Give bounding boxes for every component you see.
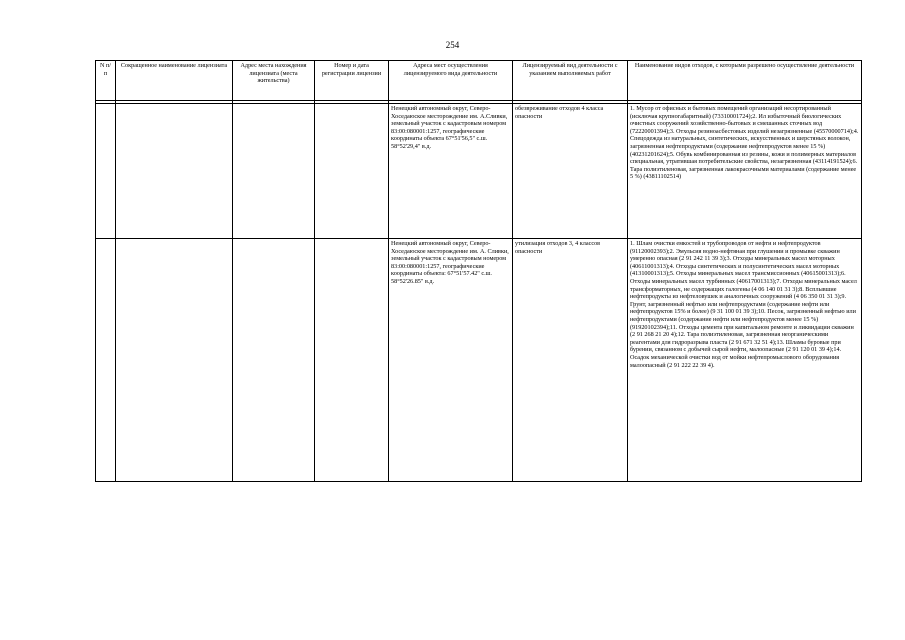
header-waste-types: Наименование видов отходов, с которыми разрешено осуществление деятельности: [628, 61, 862, 101]
header-license-number-date: Номер и дата регистрации лицензии: [315, 61, 389, 101]
header-activity-addresses: Адреса мест осуществления лицензируемого вида деятельности: [389, 61, 513, 101]
table-row: [96, 104, 862, 239]
activity-address-cell: Ненецкий автономный округ, Северо-Хоседаюское месторождение им. А.Сливки, земельный участок с кадастровым номером 83:00:080001:1257, географические координаты объекта 67°51'56,5" с.ш. 58°52'29,4" в.д.: [389, 104, 513, 239]
header-activity-type: Лицензируемый вид деятельности с указанием выполняемых работ: [513, 61, 628, 101]
waste-types-cell: 1. Мусор от офисных и бытовых помещений организаций несортированный (исключая крупногабаритный) (73310001724);2. Ил избыточный биологических очистных сооружений хозяйственно-бытовых и смешанных сточных вод (72220001394);3. Отходы резиноасбестовых изделий незагрязненные (45570000714);4. Спецодежда из натуральных, синтетических, искусственных и шерстяных волокон, загрязненная нефтепродуктами (содержание нефтепродуктов менее 15 %) (40231201624);5. Обувь комбинированная из резины, кожи и полимерных материалов специальная, утратившая потребительские свойства, незагрязненная (43114191524);6. Тара полиэтиленовая, загрязненная лакокрасочными материалами (содержание менее 5 %) (43811102514): [628, 104, 862, 239]
page-number: 254: [445, 40, 460, 50]
table-cell: [315, 104, 389, 239]
table-cell: [96, 104, 116, 239]
waste-types-cell: 1. Шлам очистки емкостей и трубопроводов от нефти и нефтепродуктов (91120002393);2. Эмульсия водно-нефтяная при глушении и промывке скважин умеренно опасная (2 91 242 11 39 3);3. Отходы минеральных масел моторных (40611001313);4. Отходы синтетических и полусинтетических масел моторных (41310001313);5. Отходы минеральных масел трансмиссионных (40615001313);6. Отходы минеральных масел турбинных (40617001313);7. Отходы минеральных масел трансформаторных, не содержащих галогены (4 06 140 01 31 3);8. Всплывшие нефтепродукты из нефтеловушек и аналогичных сооружений (4 06 350 01 31 3);9. Грунт, загрязненный нефтью или нефтепродуктами (содержание нефти или нефтепродуктов 15% и более) (9 31 100 01 39 3);10. Песок, загрязненный нефтью или нефтепродуктами (содержание нефти или нефтепродуктов менее 15 %) (91920102394);11. Отходы цемента при капитальном ремонте и ликвидации скважин (2 91 268 21 20 4);12. Тара полиэтиленовая, загрязненная неорганическими реагентами для гидроразрыва пласта (2 91 671 32 51 4);13. Шламы буровые при бурении, связанном с добычей сырой нефти, малоопасные (2 91 120 01 39 4);14. Осадок механической очистки вод от мойки нефтепромыслового оборудования малоопасный (2 91 222 22 39 4).: [628, 239, 862, 482]
table-cell: [96, 239, 116, 482]
header-licensee-name: Сокращенное наименование лицензиата: [116, 61, 233, 101]
header-row: [96, 61, 862, 101]
table-cell: [233, 104, 315, 239]
license-registry-table: [95, 60, 862, 482]
activity-address-cell: Ненецкий автономный округ, Северо-Хоседаюское месторождение им. А. Сливки, земельный участок с кадастровым номером 83:00:080001:1257, географические координаты объекта: 67°51'57.42" с.ш. 58°52'26.85" в.д.: [389, 239, 513, 482]
table-cell: [315, 239, 389, 482]
table-row: [96, 239, 862, 482]
table-cell: [116, 104, 233, 239]
activity-type-cell: утилизация отходов 3, 4 классов опасности: [513, 239, 628, 482]
header-licensee-address: Адрес места нахождения лицензиата (места жительства): [233, 61, 315, 101]
table-cell: [233, 239, 315, 482]
header-number: N п/ п: [96, 61, 116, 101]
table-cell: [116, 239, 233, 482]
activity-type-cell: обезвреживание отходов 4 класса опасности: [513, 104, 628, 239]
